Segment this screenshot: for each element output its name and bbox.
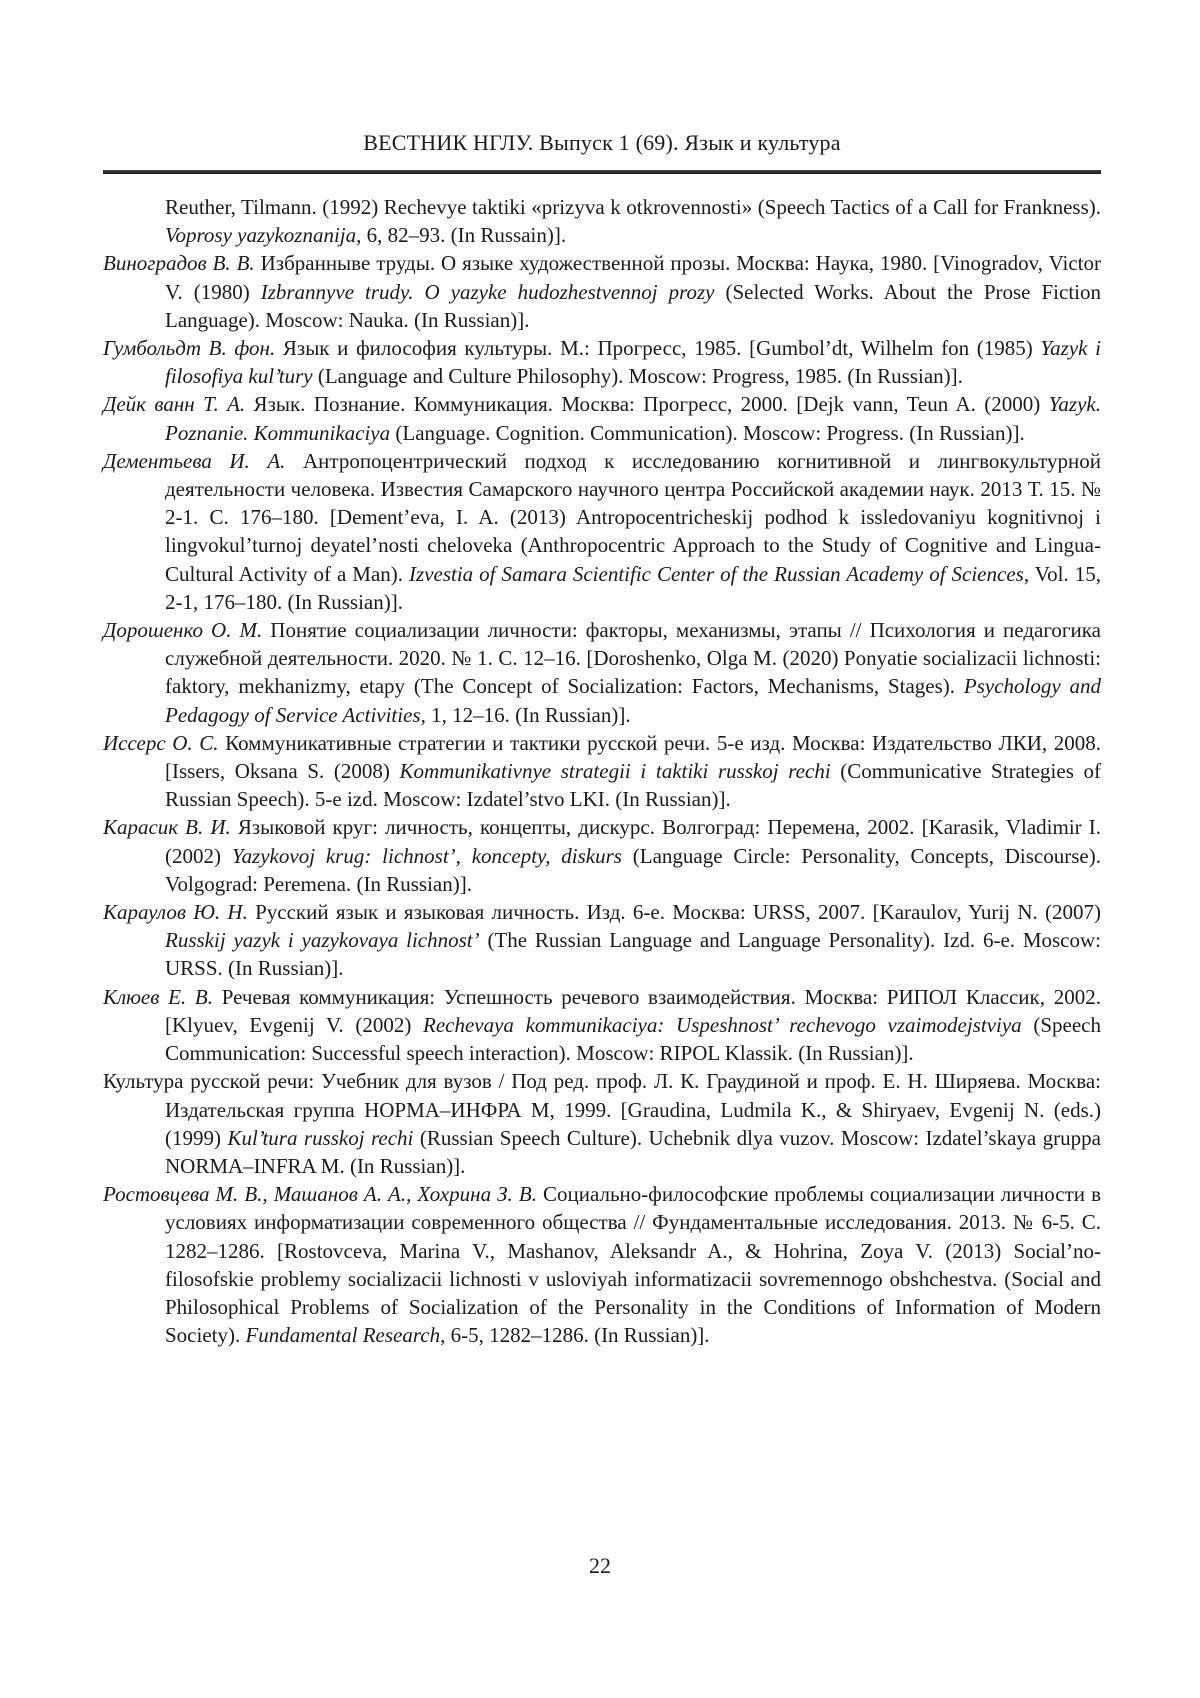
reference-italic-segment: Караулов Ю. Н. — [103, 900, 248, 925]
reference-text-segment: Антропоцентрический подход к исследованию когнитивной и лингвокультурной деятельности человека. Известия Самарского научного центра Российской академии наук. 2013 Т. 15. № 2-1. С. 176–180. [Dement’eva, I. A. (2013) Antropocentricheskij podhod k issledovaniyu kognitivnoj i lingvokul’turnoj deyatel’nosti cheloveka (Anthropocentric Approach to the Study of Cognitive and Lingua-Cultural Activity of a Man). — [165, 448, 1101, 586]
reference-entry — [103, 898, 1101, 983]
reference-italic-segment: Дорошенко О. М. — [103, 618, 263, 643]
reference-italic-segment: Карасик В. И. — [103, 815, 231, 840]
reference-italic-segment: Yazyk. Poznanie. Kommunikaciya — [165, 392, 1101, 445]
reference-italic-segment: Kul’tura russkoj rechi — [227, 1125, 414, 1150]
reference-italic-segment: Дементьева И. А. — [103, 448, 286, 473]
journal-header: ВЕСТНИК НГЛУ. Выпуск 1 (69). Язык и культура — [363, 130, 841, 155]
reference-entry — [103, 334, 1101, 390]
reference-text-segment: , 6-5, 1282–1286. (In Russian)]. — [440, 1323, 710, 1348]
reference-text-segment: (Language. Cognition. Communication). Moscow: Progress. (In Russian)]. — [390, 420, 1025, 445]
reference-entry — [103, 729, 1101, 814]
reference-text-segment: , Vol. 15, 2-1, 176–180. (In Russian)]. — [165, 561, 1101, 614]
reference-entry — [103, 447, 1101, 616]
reference-italic-segment: Ростовцева М. В., Машанов А. А., Хохрина З. В. — [103, 1182, 537, 1207]
reference-italic-segment: Иссерс О. С. — [103, 730, 219, 755]
reference-italic-segment: Yazyk i filosofiya kul’tury — [165, 336, 1101, 389]
reference-text-segment: Reuther, Tilmann. (1992) Rechevye taktiki «prizyva k otkrovennosti» (Speech Tactics of a Call for Frankness). — [165, 195, 1101, 219]
reference-italic-segment: Клюев Е. В. — [103, 984, 213, 1009]
reference-entry — [103, 193, 1101, 249]
reference-text-segment: , 6, 82–93. (In Russain)]. — [356, 223, 567, 248]
reference-entry — [103, 1067, 1101, 1180]
reference-text-segment: Культура русской речи: Учебник для вузов / Под ред. проф. Л. К. Граудиной и проф. Е. Н. Ширяева. Москва: Издательская группа НОРМА–ИНФРА М, 1999. [Graudina, Ludmila K., & Shiryaev, Evgenij N. (eds.) (1999) — [103, 1069, 1101, 1150]
reference-text-segment: Избранныве труды. О языке художественной прозы. Москва: Наука, 1980. [Vinogradov, Victor V. (1980) — [165, 251, 1101, 304]
header-rule — [103, 170, 1101, 174]
reference-italic-segment: Yazykovoj krug: lichnost’, koncepty, diskurs — [231, 843, 622, 868]
reference-text-segment: Язык. Познание. Коммуникация. Москва: Прогресс, 2000. [Dejk vann, Teun A. (2000) — [245, 392, 1049, 417]
reference-text-segment: (Selected Works. About the Prose Fiction Language). Moscow: Nauka. (In Russian)]. — [165, 279, 1102, 332]
reference-entry — [103, 616, 1101, 729]
reference-entry — [103, 1180, 1101, 1349]
reference-italic-segment: Izbrannyve trudy. O yazyke hudozhestvennoj prozy — [260, 279, 715, 304]
reference-text-segment: Коммуникативные стратегии и тактики русской речи. 5-е изд. Москва: Издательство ЛКИ, 2008. [Issers, Oksana S. (2008) — [165, 730, 1101, 784]
reference-italic-segment: Гумбольдт В. фон. — [103, 336, 276, 361]
reference-text-segment: Речевая коммуникация: Успешность речевого взаимодействия. Москва: РИПОЛ Классик, 2002. [Klyuev, Evgenij V. (2002) — [165, 984, 1101, 1037]
reference-italic-segment: Russkij yazyk i yazykovaya lichnost’ — [165, 928, 480, 953]
reference-text-segment: (Russian Speech Culture). Uchebnik dlya vuzov. Moscow: Izdatel’skaya gruppa NORMA–INFRA M. (In Russian)]. — [165, 1125, 1101, 1178]
reference-text-segment: Социально-философские проблемы социализации личности в условиях информатизации современного общества // Фундаментальные исследования. 2013. № 6-5. С. 1282–1286. [Rostovceva, Marina V., Mashanov, Aleksandr A., & Hohrina, Zoya V. (2013) Social’no-filosofskie problemy socializacii lichnosti v usloviyah informatizacii sovremennogo obshchestva. (Social and Philosophical Problems of Socialization of the Personality in the Conditions of Information of Modern Society). — [165, 1182, 1102, 1348]
reference-italic-segment: Kommunikativnye strategii i taktiki russkoj rechi — [399, 759, 831, 784]
reference-text-segment: (Speech Communication: Successful speech interaction). Moscow: RIPOL Klassik. (In Russian)]. — [165, 1012, 1101, 1066]
reference-italic-segment: Fundamental Research — [245, 1323, 441, 1348]
reference-entry — [103, 813, 1101, 898]
reference-entry — [103, 983, 1101, 1068]
reference-italic-segment: Psychology and Pedagogy of Service Activities — [165, 674, 1102, 727]
reference-text-segment: Русский язык и языковая личность. Изд. 6-е. Москва: URSS, 2007. [Karaulov, Yurij N. (2007) — [247, 900, 1102, 925]
references-list — [103, 193, 1101, 1349]
reference-text-segment: Язык и философия культуры. М.: Прогресс, 1985. [Gumbol’dt, Wilhelm fon (1985) — [275, 336, 1041, 361]
reference-text-segment: (Language Circle: Personality, Concepts, Discourse). Volgograd: Peremena. (In Russian)]. — [165, 843, 1101, 896]
reference-entry — [103, 390, 1101, 446]
page-number: 22 — [589, 1553, 611, 1578]
reference-italic-segment: Voprosy yazykoznanija — [165, 223, 357, 248]
reference-italic-segment: Izvestia of Samara Scientific Center of the Russian Academy of Sciences — [409, 561, 1024, 586]
reference-text-segment: (The Russian Language and Language Personality). Izd. 6-e. Moscow: URSS. (In Russian)]. — [165, 928, 1101, 981]
reference-text-segment: Понятие социализации личности: факторы, механизмы, этапы // Психология и педагогика служебной деятельности. 2020. № 1. С. 12–16. [Doroshenko, Olga M. (2020) Ponyatie socializacii lichnosti: faktory, mekhanizmy, etapy (The Concept of Socialization: Factors, Mechanisms, Stages). — [165, 618, 1101, 699]
reference-text-segment: (Language and Culture Philosophy). Moscow: Progress, 1985. (In Russian)]. — [312, 364, 963, 389]
reference-text-segment: Языковой круг: личность, концепты, дискурс. Волгоград: Перемена, 2002. [Karasik, Vladimir I. (2002) — [165, 815, 1101, 868]
reference-italic-segment: Rechevaya kommunikaciya: Uspeshnost’ rechevogo vzaimodejstviya — [423, 1012, 1022, 1037]
reference-text-segment: (Communicative Strategies of Russian Speech). 5-e izd. Moscow: Izdatel’stvo LKI. (In Russian)]. — [165, 759, 1101, 812]
reference-text-segment: , 1, 12–16. (In Russian)]. — [420, 702, 631, 727]
reference-italic-segment: Виноградов В. В. — [103, 251, 255, 276]
reference-entry — [103, 249, 1101, 334]
reference-italic-segment: Дейк ванн Т. А. — [103, 392, 246, 417]
